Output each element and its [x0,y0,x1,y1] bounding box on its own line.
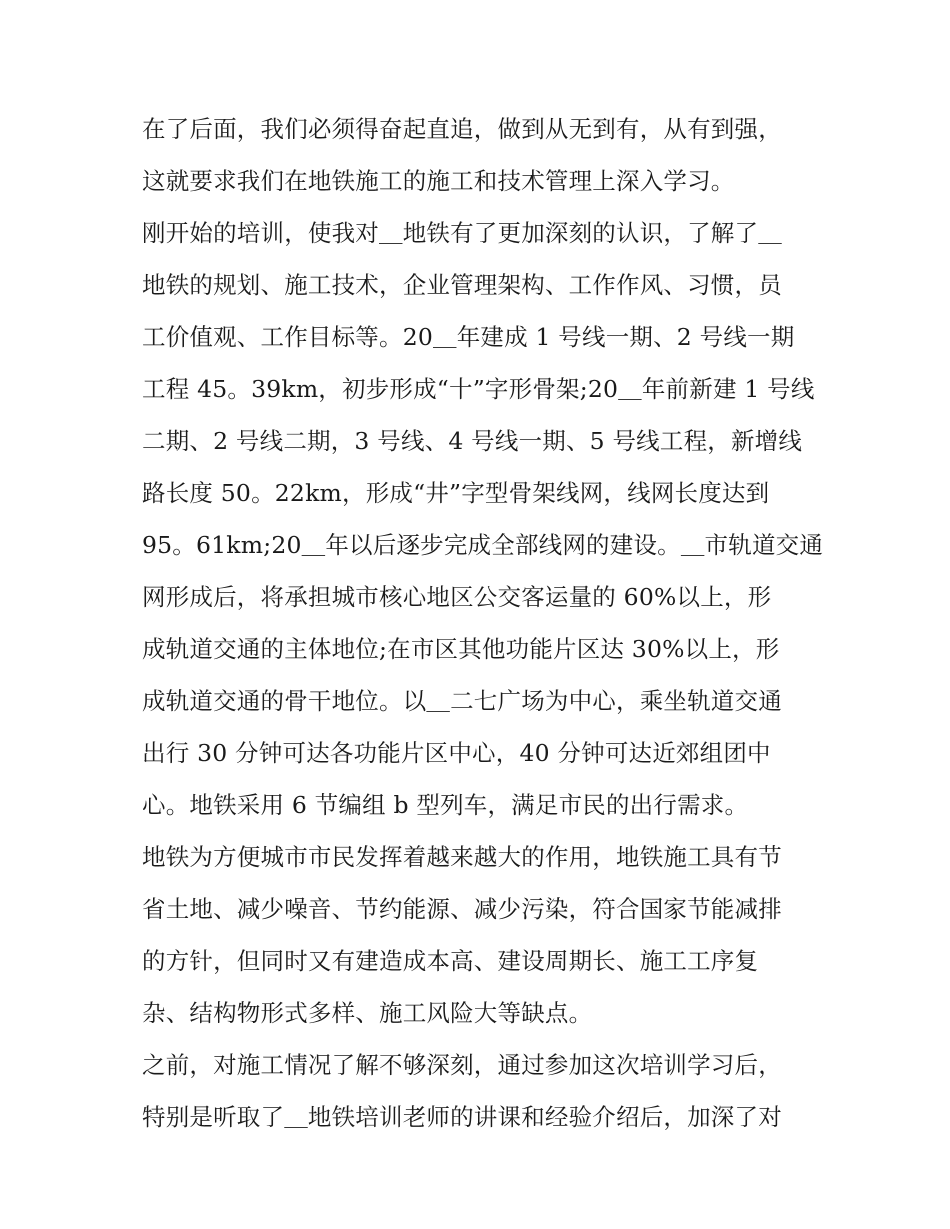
text-line: 刚开始的培训，使我对＿地铁有了更加深刻的认识，了解了＿ [142,219,782,247]
text-line: 地铁为方便城市市民发挥着越来越大的作用，地铁施工具有节 [142,843,782,871]
text-line: 成轨道交通的骨干地位。以＿二七广场为中心，乘坐轨道交通 [142,687,782,715]
text-line: 心。地铁采用 6 节编组 b 型列车，满足市民的出行需求。 [142,791,749,819]
text-line: 工程 45。39km，初步形成“十”字形骨架;20＿年前新建 1 号线 [142,375,815,403]
text-line: 省土地、减少噪音、节约能源、减少污染，符合国家节能减排 [142,895,782,923]
text-line: 之前，对施工情况了解不够深刻，通过参加这次培训学习后， [142,1051,782,1079]
text-line: 工价值观、工作目标等。20＿年建成 1 号线一期、2 号线一期 [142,323,795,351]
text-line: 路长度 50。22km，形成“井”字型骨架线网，线网长度达到 [142,479,770,507]
text-line: 这就要求我们在地铁施工的施工和技术管理上深入学习。 [142,167,735,195]
text-line: 的方针，但同时又有建造成本高、建设周期长、施工工序复 [142,947,759,975]
text-line: 在了后面，我们必须得奋起直追，做到从无到有，从有到强， [142,115,782,143]
text-line: 地铁的规划、施工技术，企业管理架构、工作作风、习惯，员 [142,271,782,299]
text-line: 特别是听取了＿地铁培训老师的讲课和经验介绍后，加深了对 [142,1103,782,1131]
text-line: 成轨道交通的主体地位;在市区其他功能片区达 30%以上，形 [142,635,780,663]
text-line: 网形成后，将承担城市核心地区公交客运量的 60%以上，形 [142,583,772,611]
text-line: 出行 30 分钟可达各功能片区中心，40 分钟可达近郊组团中 [142,739,771,767]
text-line: 95。61km;20＿年以后逐步完成全部线网的建设。＿市轨道交通 [142,531,824,559]
body-text [142,103,822,1143]
text-line: 杂、结构物形式多样、施工风险大等缺点。 [142,999,593,1027]
text-line: 二期、2 号线二期，3 号线、4 号线一期、5 号线工程，新增线 [142,427,803,455]
